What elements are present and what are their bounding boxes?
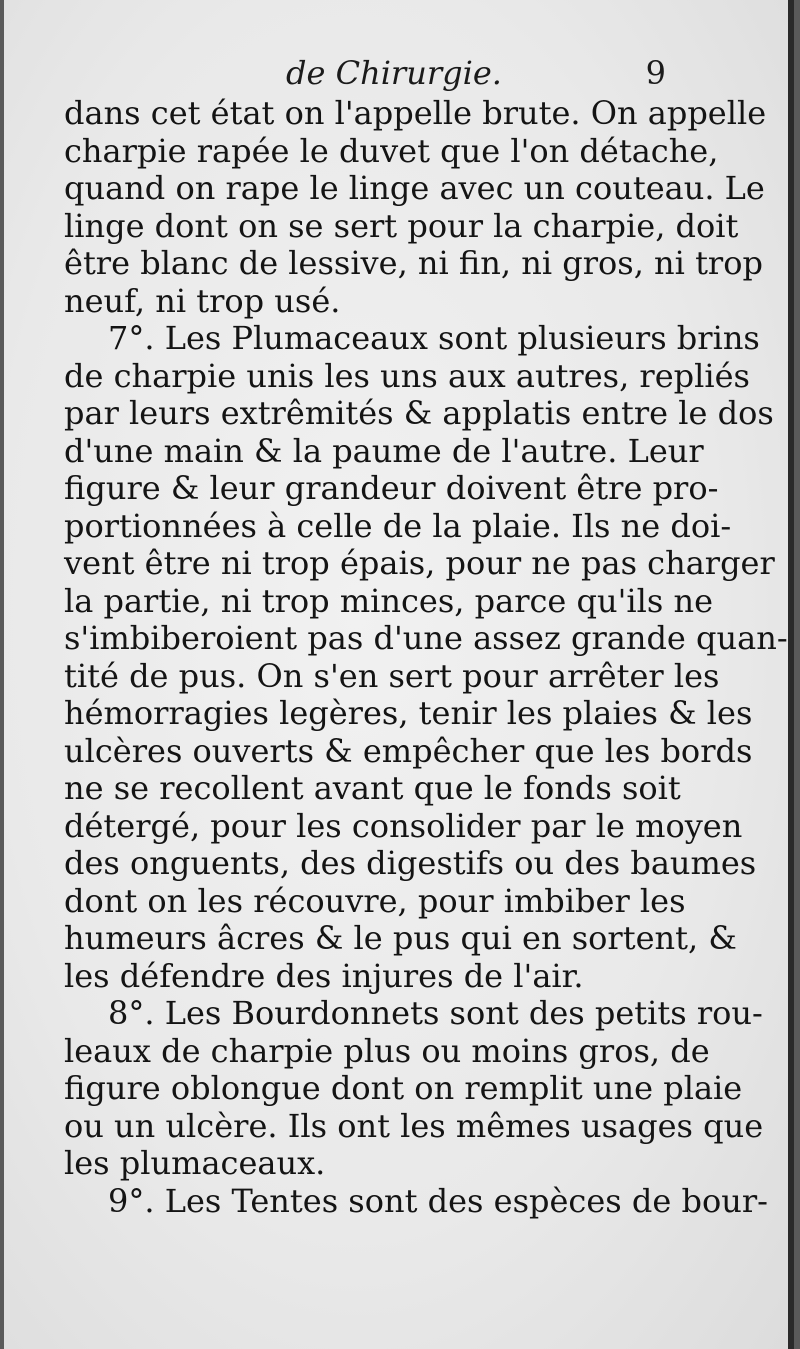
text-line: d'une main & la paume de l'autre. Leur [64, 431, 704, 470]
text-line: dont on les récouvre, pour imbiber les [64, 881, 686, 920]
text-line: figure & leur grandeur doivent être pro- [64, 469, 719, 507]
text-line: quand on rape le linge avec un couteau. Le [64, 169, 765, 207]
text-line: ulcères ouverts & empêcher que les bords [64, 731, 753, 770]
text-line: de charpie unis les uns aux autres, repliés [64, 356, 750, 395]
text-line: hémorragies legères, tenir les plaies & les [64, 694, 753, 732]
text-line: s'imbiberoient pas d'une assez grande quan- [64, 619, 788, 657]
book-page [4, 0, 794, 1349]
text-line: tité de pus. On s'en sert pour arrêter les [64, 656, 720, 695]
text-line: portionnées à celle de la plaie. Ils ne doi- [64, 506, 732, 545]
text-line: neuf, ni trop usé. [64, 281, 341, 320]
text-line: détergé, pour les consolider par le moyen [64, 806, 743, 845]
running-head: de Chirurgie. [286, 54, 502, 92]
text-line: 8°. Les Bourdonnets sont des petits rou- [108, 994, 763, 1032]
text-line: les défendre des injures de l'air. [64, 956, 584, 995]
text-line: être blanc de lessive, ni fin, ni gros, ni trop [64, 244, 763, 282]
text-line: linge dont on se sert pour la charpie, doit [64, 206, 739, 245]
text-line: humeurs âcres & le pus qui en sortent, & [64, 919, 737, 957]
text-line: dans cet état on l'appelle brute. On appelle [64, 94, 767, 132]
text-line: charpie rapée le duvet que l'on détache, [64, 131, 719, 170]
text-line: par leurs extrêmités & applatis entre le dos [64, 394, 774, 432]
text-line: les plumaceaux. [64, 1144, 326, 1182]
text-line: la partie, ni trop minces, parce qu'ils ne [64, 581, 714, 620]
text-line: leaux de charpie plus ou moins gros, de [64, 1031, 710, 1070]
text-line: des onguents, des digestifs ou des baumes [64, 844, 757, 882]
body-text [64, 94, 788, 1220]
text-line: vent être ni trop épais, pour ne pas charger [64, 544, 775, 582]
text-line: ne se recollent avant que le fonds soit [64, 769, 681, 807]
text-line: figure oblongue dont on remplit une plaie [64, 1069, 743, 1107]
page-number: 9 [645, 54, 666, 92]
text-line: ou un ulcère. Ils ont les mêmes usages que [64, 1106, 764, 1145]
text-line: 9°. Les Tentes sont des espèces de bour- [108, 1181, 768, 1220]
text-line: 7°. Les Plumaceaux sont plusieurs brins [108, 319, 760, 357]
